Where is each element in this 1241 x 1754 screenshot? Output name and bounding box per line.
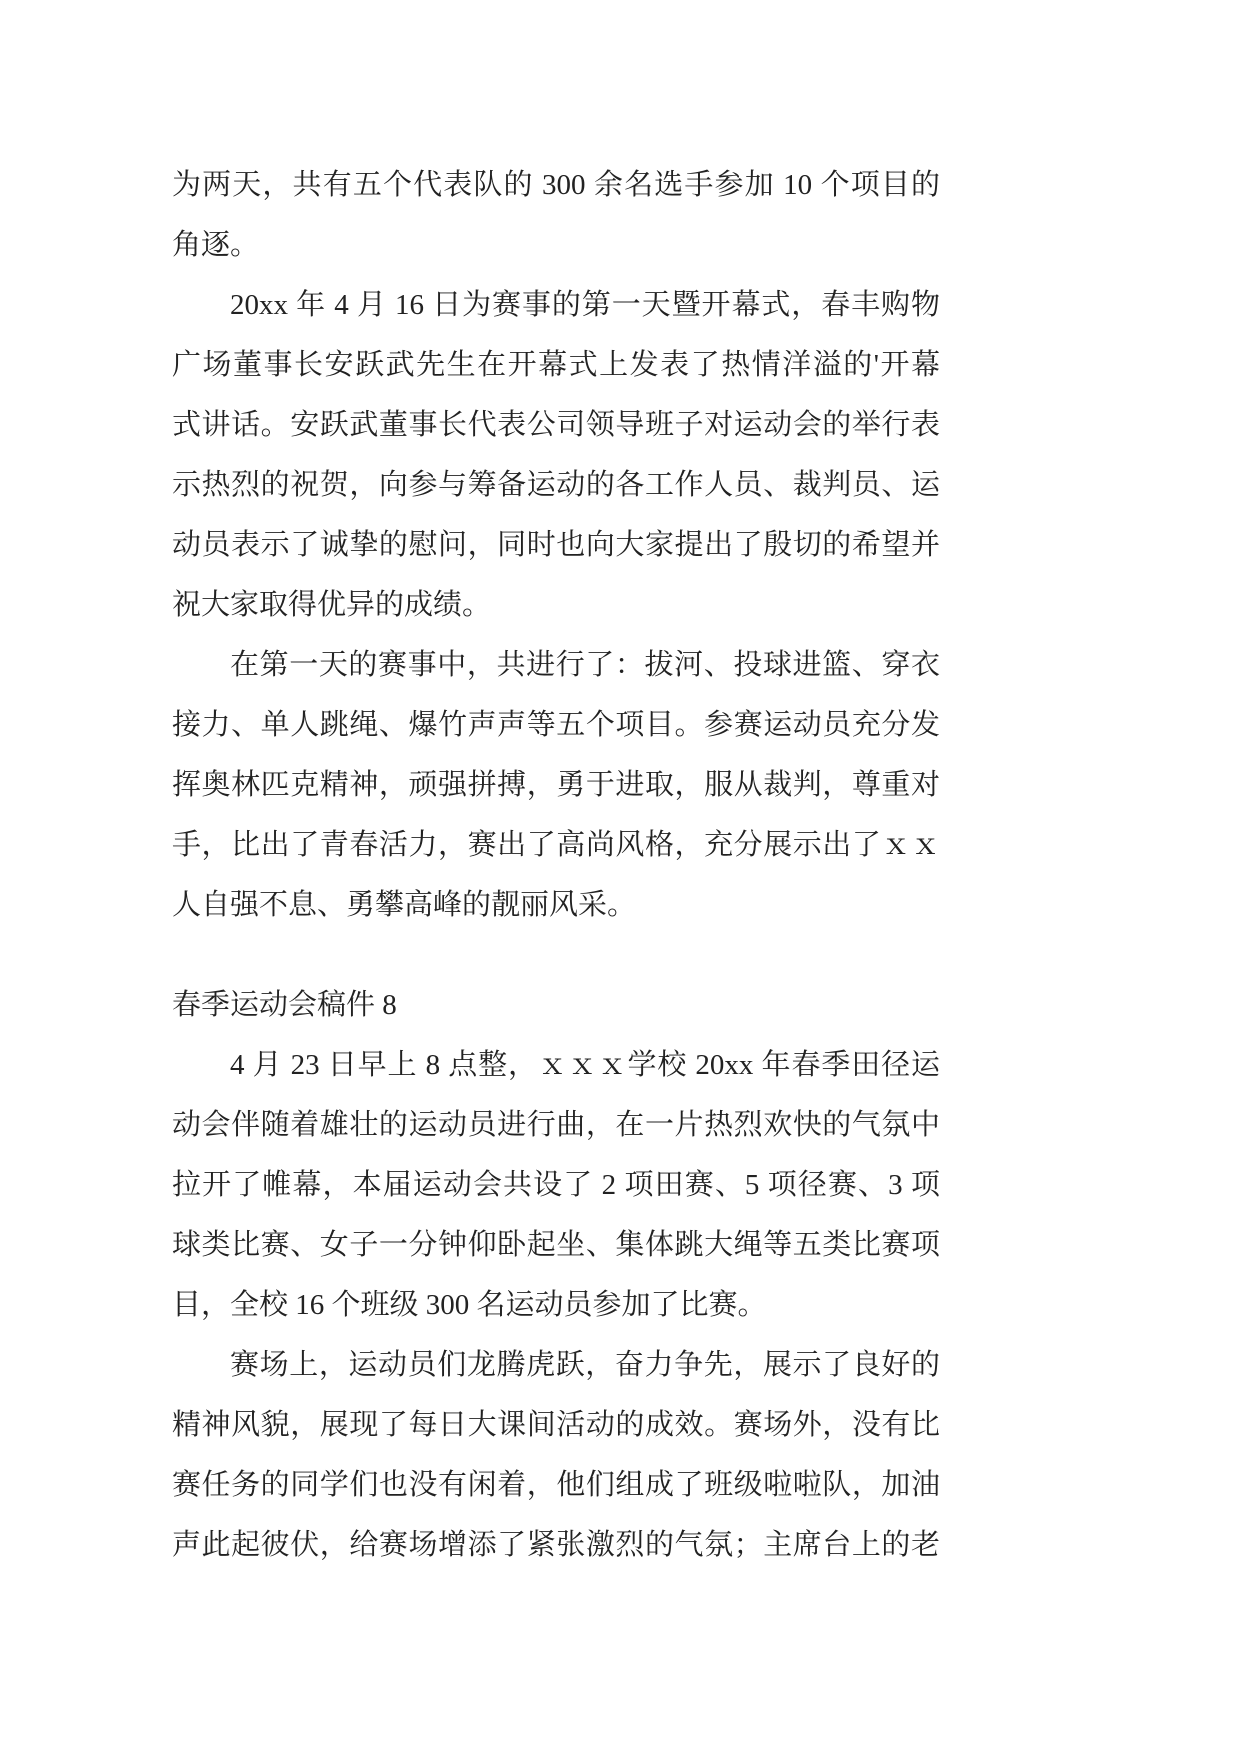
text-line: 广场董事长安跃武先生在开幕式上发表了热情洋溢的'开幕 (172, 349, 940, 381)
text-line: 挥奥林匹克精神，顽强拼搏，勇于进取，服从裁判，尊重对 (172, 769, 940, 801)
paragraph (172, 1335, 940, 1575)
text-line: 祝大家取得优异的成绩。 (172, 589, 492, 621)
text-line: 式讲话。安跃武董事长代表公司领导班子对运动会的举行表 (172, 409, 940, 441)
text-line: 声此起彼伏，给赛场增添了紧张激烈的气氛；主席台上的老 (172, 1529, 940, 1561)
text-line: 4 月 23 日早上 8 点整，ｘｘｘ学校 20xx 年春季田径运 (230, 1049, 940, 1081)
text-line: 动员表示了诚挚的慰问，同时也向大家提出了殷切的希望并 (172, 529, 940, 561)
text-line: 人自强不息、勇攀高峰的靓丽风采。 (172, 889, 637, 921)
text-line: 为两天，共有五个代表队的 300 余名选手参加 10 个项目的 (172, 169, 940, 201)
paragraph (172, 1035, 940, 1335)
text-line: 示热烈的祝贺，向参与筹备运动的各工作人员、裁判员、运 (172, 469, 940, 501)
text-line: 在第一天的赛事中，共进行了：拔河、投球进篮、穿衣 (230, 649, 940, 681)
paragraph (172, 275, 940, 635)
paragraph (172, 635, 940, 935)
text-line: 动会伴随着雄壮的运动员进行曲，在一片热烈欢快的气氛中 (172, 1109, 940, 1141)
document-body (172, 155, 940, 1575)
text-line: 目，全校 16 个班级 300 名运动员参加了比赛。 (172, 1289, 767, 1321)
text-line: 赛任务的同学们也没有闲着，他们组成了班级啦啦队，加油 (172, 1469, 940, 1501)
text-line: 接力、单人跳绳、爆竹声声等五个项目。参赛运动员充分发 (172, 709, 940, 741)
text-line: 球类比赛、女子一分钟仰卧起坐、集体跳大绳等五类比赛项 (172, 1229, 940, 1261)
paragraph (172, 155, 940, 275)
text-line: 精神风貌，展现了每日大课间活动的成效。赛场外，没有比 (172, 1409, 940, 1441)
text-line: 角逐。 (172, 229, 260, 261)
text-line: 赛场上，运动员们龙腾虎跃，奋力争先，展示了良好的 (230, 1349, 940, 1381)
section-heading: 春季运动会稿件 8 (172, 989, 397, 1021)
text-line: 拉开了帷幕，本届运动会共设了 2 项田赛、5 项径赛、3 项 (172, 1169, 940, 1201)
text-line: 20xx 年 4 月 16 日为赛事的第一天暨开幕式，春丰购物 (230, 289, 940, 321)
text-line: 手，比出了青春活力，赛出了高尚风格，充分展示出了ｘｘ (172, 829, 940, 861)
